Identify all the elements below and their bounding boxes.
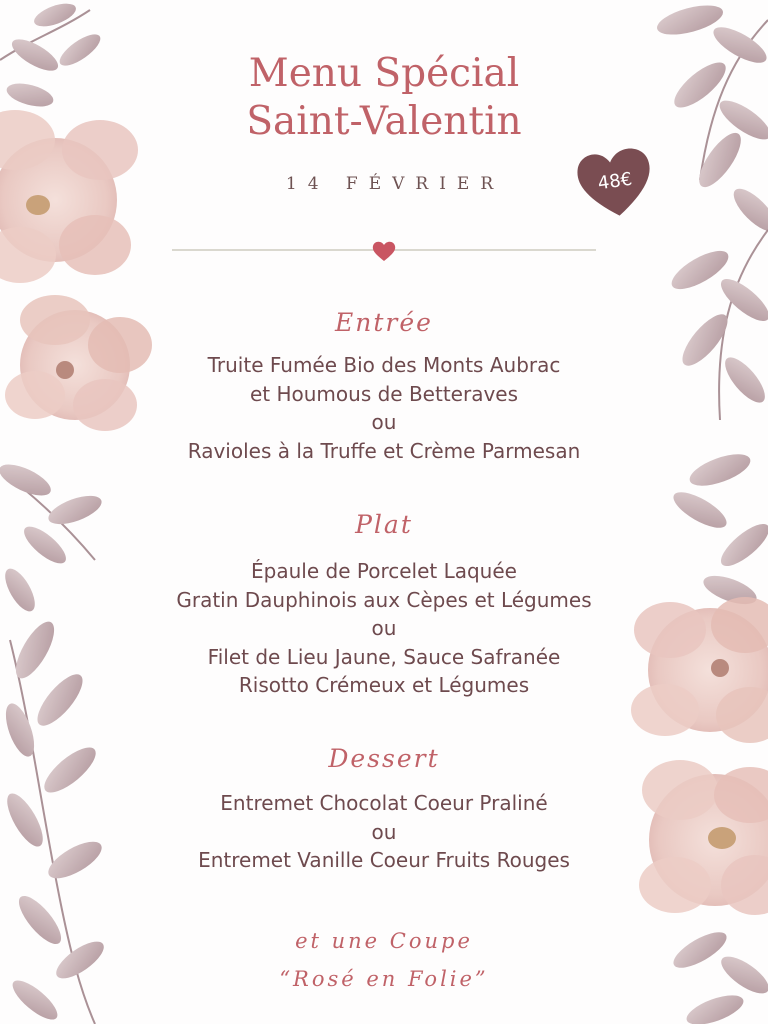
dish-line: Entremet Vanille Coeur Fruits Rouges <box>198 848 570 872</box>
dish-line: Truite Fumée Bio des Monts Aubrac <box>207 353 561 377</box>
dish-line: Entremet Chocolat Coeur Praliné <box>220 791 548 815</box>
coupe-line-1: et une Coupe <box>295 929 473 953</box>
section-plat-items <box>0 557 768 700</box>
dish-line: Ravioles à la Truffe et Crème Parmesan <box>187 438 581 463</box>
section-title-plat: Plat <box>355 510 413 539</box>
dish-line: Risotto Crémeux et Légumes <box>238 673 530 697</box>
menu-title <box>0 50 768 146</box>
title-line-1: Menu Spécial <box>248 51 520 96</box>
dish-line: et Houmous de Betteraves <box>249 381 519 406</box>
dish-separator: ou <box>371 616 397 640</box>
title-line-2: Saint-Valentin <box>246 99 522 144</box>
dish-line: Gratin Dauphinois aux Cèpes et Légumes <box>176 587 592 612</box>
section-title-dessert: Dessert <box>328 744 440 773</box>
footer-coupe <box>0 922 768 998</box>
dish-separator: ou <box>371 410 397 434</box>
price-value: 48€ <box>596 168 634 195</box>
price-badge <box>574 146 656 220</box>
coupe-line-2: “Rosé en Folie” <box>279 967 489 991</box>
section-dessert-items <box>0 789 768 875</box>
heart-icon <box>372 240 396 262</box>
dish-line: Épaule de Porcelet Laquée <box>251 559 517 583</box>
section-title-entree: Entrée <box>335 308 433 337</box>
dish-separator: ou <box>371 819 397 844</box>
dish-line: Filet de Lieu Jaune, Sauce Safranée <box>207 644 561 669</box>
event-date: 14 FÉVRIER <box>285 174 505 194</box>
section-entree-items <box>0 351 768 465</box>
